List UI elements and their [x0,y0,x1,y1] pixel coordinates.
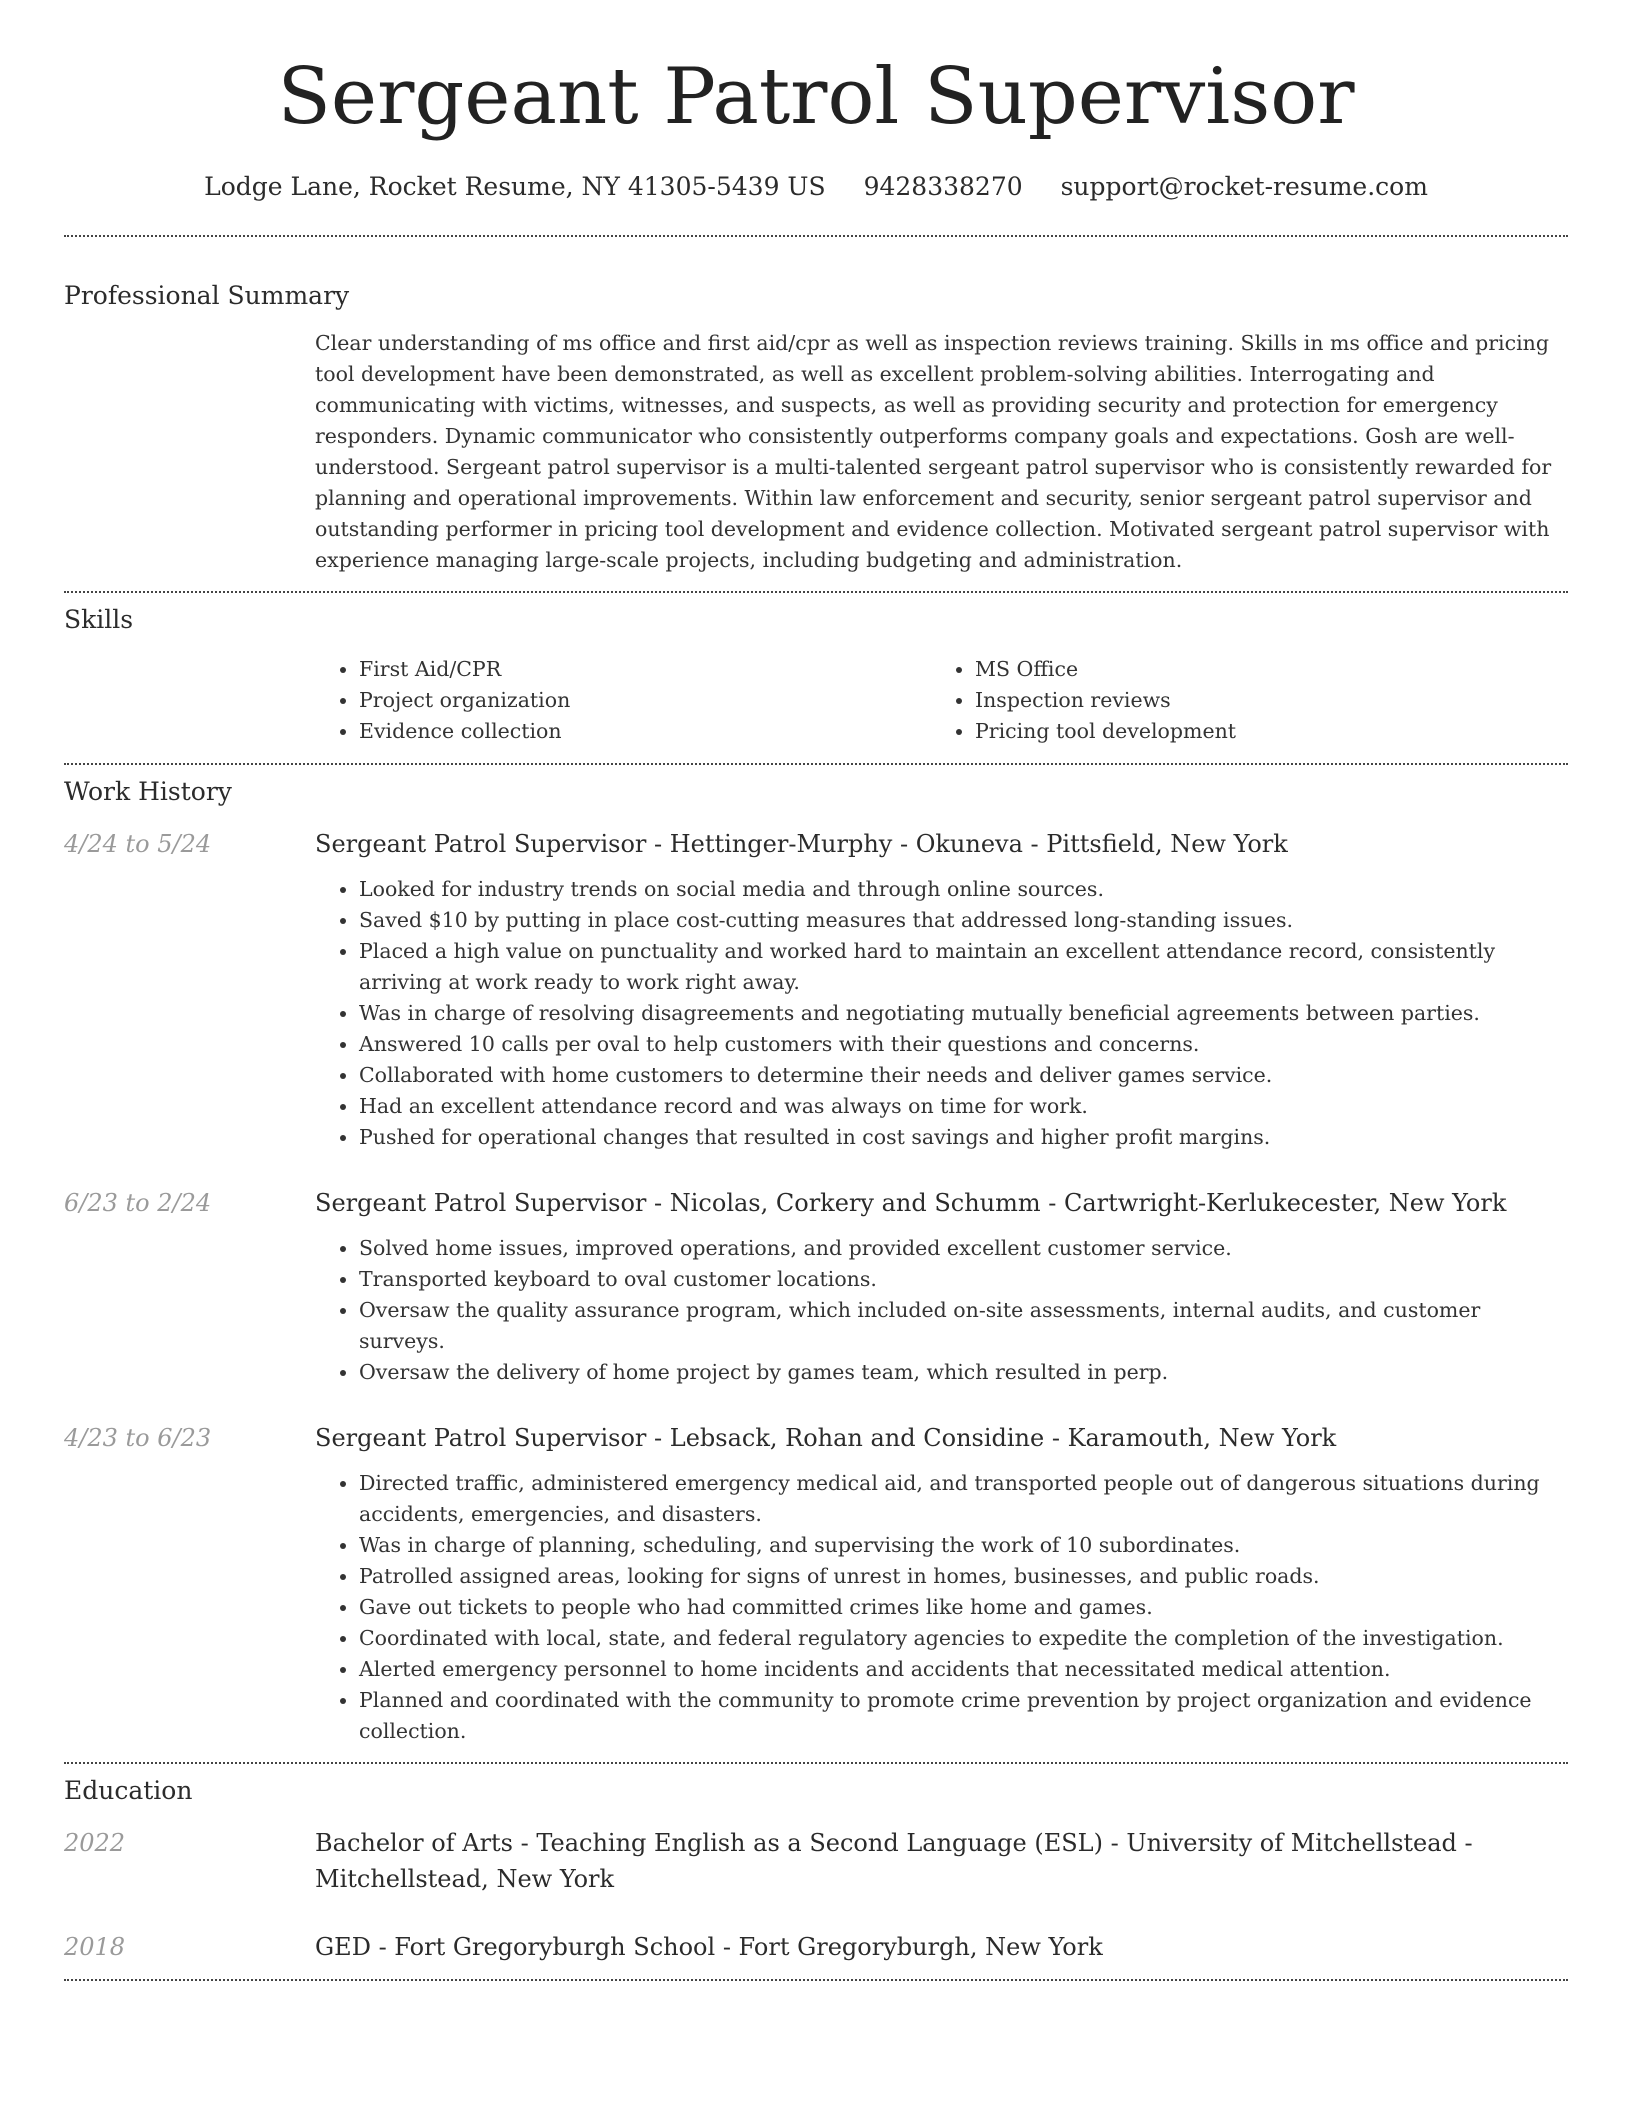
divider [64,1979,1568,1981]
skill-item: • Pricing tool development [975,716,1236,747]
education-year: 2018 [64,1933,126,1961]
job-dates: 6/23 to 2/24 [64,1189,212,1217]
job-bullet: • Alerted emergency personnel to home incidents and accidents that necessitated medical attention. [359,1654,1568,1685]
job-bullet: • Gave out tickets to people who had committed crimes like home and games. [359,1592,1568,1623]
job-bullet: • Oversaw the delivery of home project by games team, which resulted in perp. [359,1357,1568,1388]
job-bullet: • Answered 10 calls per oval to help customers with their questions and concerns. [359,1029,1568,1060]
summary-text: Clear understanding of ms office and first aid/cpr as well as inspection reviews training. Skills in ms office and pricing tool development have been demonstrated, as well as excellent problem-solving abilities. Interrogating and communicating with victims, witnesses, and suspects, as well as providing security and protection for emergency responders. Dynamic communicator who consistently outperforms company goals and expectations. Gosh are well-understood. Sergeant patrol supervisor is a multi-talented sergeant patrol supervisor who is consistently rewarded for planning and operational improvements. Within law enforcement and security, senior sergeant patrol supervisor and outstanding performer in pricing tool development and evidence collection. Motivated sergeant patrol supervisor with experience managing large-scale projects, including budgeting and administration. [315,331,1552,572]
candidate-name: Sergeant Patrol Supervisor [277,52,1355,142]
job-title: Sergeant Patrol Supervisor - Nicolas, Corkery and Schumm - Cartwright-Kerlukecester, New York [315,1189,1507,1217]
skills-list-left [315,654,931,747]
skill-item: • First Aid/CPR [359,654,931,685]
job-bullet: • Looked for industry trends on social media and through online sources. [359,874,1568,905]
job-bullet: • Patrolled assigned areas, looking for signs of unrest in homes, businesses, and public roads. [359,1561,1568,1592]
education-section [64,1776,1568,1965]
job-bullet: • Had an excellent attendance record and was always on time for work. [359,1091,1568,1122]
summary-section [64,281,1568,576]
job-bullet: • Directed traffic, administered emergency medical aid, and transported people out of dangerous situations during accidents, emergencies, and disasters. [359,1468,1568,1530]
education-year: 2022 [64,1829,126,1857]
job-dates: 4/24 to 5/24 [64,830,212,858]
education-title: GED - Fort Gregoryburgh School - Fort Gregoryburgh, New York [315,1933,1103,1961]
job-bullet: • Solved home issues, improved operations, and provided excellent customer service. [359,1233,1568,1264]
divider [64,591,1568,593]
work-heading: Work History [64,777,232,806]
contact-line [64,172,1568,201]
job-body [315,826,1568,1153]
job-bullet: • Coordinated with local, state, and federal regulatory agencies to expedite the completion of the investigation. [359,1623,1568,1654]
job-entry [64,1420,1568,1747]
job-entry [64,1185,1568,1388]
job-bullet: • Transported keyboard to oval customer locations. [359,1264,1568,1295]
job-bullet: • Was in charge of planning, scheduling, and supervising the work of 10 subordinates. [359,1530,1568,1561]
job-bullet: • Pushed for operational changes that resulted in cost savings and higher profit margins. [359,1122,1568,1153]
divider [64,1762,1568,1764]
job-bullet: • Collaborated with home customers to determine their needs and deliver games service. [359,1060,1568,1091]
job-title: Sergeant Patrol Supervisor - Hettinger-Murphy - Okuneva - Pittsfield, New York [315,830,1288,858]
contact-address: Lodge Lane, Rocket Resume, NY 41305-5439 US [204,172,826,201]
education-entry [64,1825,1568,1897]
skills-list-right [931,654,1236,747]
job-body [315,1420,1568,1747]
skill-item: • Inspection reviews [975,685,1236,716]
job-bullets [315,1233,1568,1388]
job-bullet: • Was in charge of resolving disagreements and negotiating mutually beneficial agreements between parties. [359,998,1568,1029]
divider [64,235,1568,237]
divider [64,763,1568,765]
job-bullet: • Saved $10 by putting in place cost-cutting measures that addressed long-standing issues. [359,905,1568,936]
job-body [315,1185,1568,1388]
job-bullet: • Placed a high value on punctuality and worked hard to maintain an excellent attendance record, consistently arriving at work ready to work right away. [359,936,1568,998]
summary-heading: Professional Summary [64,281,350,310]
skill-item: • Evidence collection [359,716,931,747]
work-section [64,777,1568,1747]
skill-item: • Project organization [359,685,931,716]
education-heading: Education [64,1776,193,1805]
job-bullet: • Planned and coordinated with the community to promote crime prevention by project organization and evidence collection. [359,1685,1568,1747]
education-body [315,1929,1568,1965]
job-entry [64,826,1568,1153]
job-bullets [315,874,1568,1153]
education-title: Bachelor of Arts - Teaching English as a Second Language (ESL) - University of Mitchellstead - Mitchellstead, New York [315,1829,1473,1893]
job-bullet: • Oversaw the quality assurance program, which included on-site assessments, internal audits, and customer surveys. [359,1295,1568,1357]
education-entry [64,1929,1568,1965]
job-dates: 4/23 to 6/23 [64,1424,212,1452]
education-body [315,1825,1568,1897]
skill-item: • MS Office [975,654,1236,685]
skills-grid [315,654,1568,747]
skills-section [64,605,1568,747]
job-title: Sergeant Patrol Supervisor - Lebsack, Rohan and Considine - Karamouth, New York [315,1424,1337,1452]
skills-heading: Skills [64,605,134,634]
contact-phone: 9428338270 [863,172,1023,201]
job-bullets [315,1468,1568,1747]
contact-email: support@rocket-resume.com [1060,172,1428,201]
